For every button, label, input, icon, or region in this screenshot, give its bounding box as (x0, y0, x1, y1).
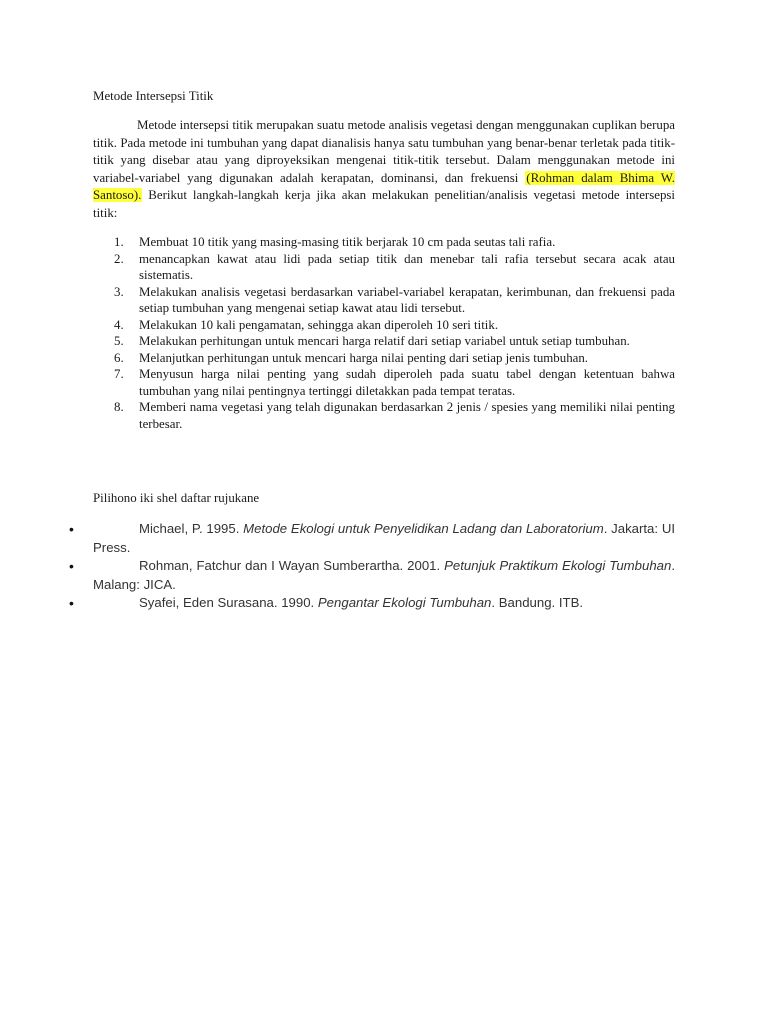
intro-text: Metode intersepsi titik merupakan suatu metode analisis vegetasi dengan menggunakan cuplikan berupa titik. Pada metode ini tumbuhan yang dapat dianalisis hanya satu tumbuhan yang benar-benar terletak pada titik-titik yang disebar atau yang diproyeksikan mengenai titik-titik tersebut. Dalam menggunakan metode ini variabel-variabel yang digunakan adalah kerapatan, dominansi, dan frekuensi (93, 118, 675, 185)
list-item (93, 317, 675, 334)
step-number: 2. (114, 251, 124, 266)
step-text: Melanjutkan perhitungan untuk mencari harga nilai penting dari setiap jenis tumbuhan. (139, 350, 589, 365)
list-item (93, 366, 675, 399)
step-text: Melakukan 10 kali pengamatan, sehingga akan diperoleh 10 seri titik. (139, 317, 499, 332)
list-item (93, 399, 675, 432)
step-number: 8. (114, 400, 124, 414)
step-number: 4. (114, 317, 124, 332)
step-number: 5. (114, 334, 124, 348)
list-item (93, 234, 675, 251)
step-text: Membuat 10 titik yang masing-masing titik berjarak 10 cm pada seutas tali rafia. (139, 235, 556, 249)
list-item (93, 350, 675, 367)
steps-list (93, 234, 675, 432)
reference-book-title: Petunjuk Praktikum Ekologi Tumbuhan (444, 558, 672, 573)
reference-item (69, 594, 675, 613)
step-number: 6. (114, 350, 124, 365)
reference-item (69, 520, 676, 557)
step-text: Memberi nama vegetasi yang telah digunakan berdasarkan 2 jenis / spesies yang memiliki nilai penting terbesar. (139, 400, 675, 431)
step-text: Melakukan perhitungan untuk mencari harga relatif dari setiap variabel untuk setiap tumbuhan. (139, 334, 630, 348)
step-text: Melakukan analisis vegetasi berdasarkan variabel-variabel kerapatan, kerimbunan, dan frekuensi pada setiap tumbuhan yang mengenai setiap kawat atau lidi tersebut. (139, 284, 675, 315)
reference-book-title: Pengantar Ekologi Tumbuhan (317, 595, 492, 610)
section-title: Metode Intersepsi Titik (93, 89, 214, 103)
list-item (93, 284, 675, 317)
bullet-icon: • (69, 521, 74, 537)
step-number: 1. (114, 235, 124, 249)
reference-publisher: . Bandung. ITB. (491, 595, 584, 610)
step-text: menancapkan kawat atau lidi pada setiap titik dan menebar tali rafia tersebut secara acak atau sistematis. (139, 251, 675, 282)
highlighted-citation: (Rohman dalam Bhima W. Santoso). (93, 170, 676, 202)
reference-publisher: . Jakarta: UI Press. (93, 521, 676, 555)
list-item (93, 251, 675, 284)
intro-text-end: Berikut langkah-langkah kerja jika akan melakukan penelitian/analisis vegetasi metode intersepsi titik: (93, 188, 675, 220)
intro-paragraph (93, 117, 675, 222)
reference-publisher: . Malang: JICA. (93, 558, 675, 592)
document-page (69, 0, 676, 1024)
reference-book-title: Metode Ekologi untuk Penyelidikan Ladang dan Laboratorium (243, 521, 604, 536)
references-title: Pilihono iki shel daftar rujukane (93, 491, 260, 505)
bullet-icon: • (69, 595, 74, 611)
bullet-icon: • (69, 558, 74, 574)
list-item (93, 333, 675, 350)
reference-authors: Syafei, Eden Surasana. 1990. (139, 595, 318, 610)
step-number: 3. (114, 284, 124, 299)
references-list (69, 520, 676, 613)
step-text: Menyusun harga nilai penting yang sudah diperoleh pada suatu tabel dengan ketentuan bahwa tumbuhan yang nilai pentingnya tertinggi diletakkan pada tempat teratas. (139, 367, 675, 398)
reference-authors: Michael, P. 1995. (139, 521, 244, 536)
reference-authors: Rohman, Fatchur dan I Wayan Sumberartha. 2001. (139, 558, 445, 573)
reference-item (69, 557, 675, 594)
step-number: 7. (114, 367, 124, 381)
